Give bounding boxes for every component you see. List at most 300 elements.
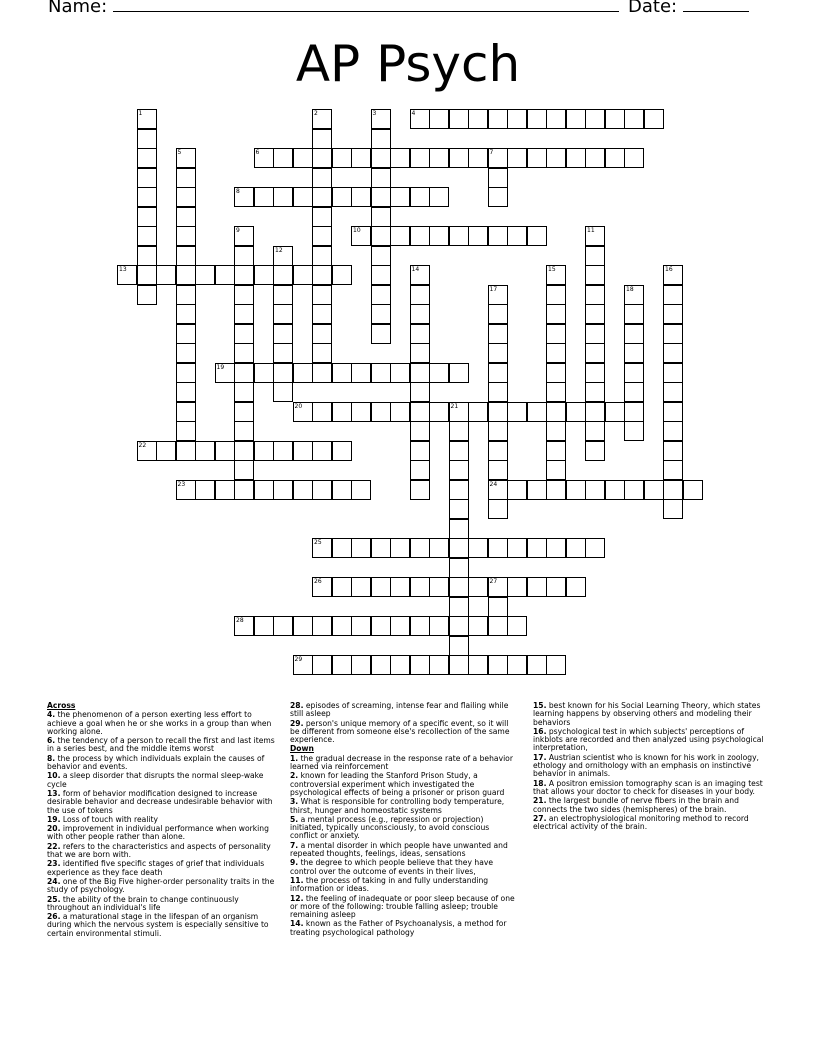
crossword-cell[interactable]: [371, 129, 391, 149]
crossword-cell[interactable]: [429, 363, 449, 383]
crossword-cell[interactable]: [371, 187, 391, 207]
crossword-cell[interactable]: [488, 343, 508, 363]
crossword-cell[interactable]: [176, 207, 196, 227]
crossword-cell[interactable]: [429, 109, 449, 129]
crossword-cell[interactable]: [390, 616, 410, 636]
crossword-cell[interactable]: [234, 480, 254, 500]
crossword-cell[interactable]: [351, 616, 371, 636]
crossword-cell[interactable]: [195, 441, 215, 461]
crossword-cell[interactable]: [527, 226, 547, 246]
down-clue: [533, 780, 769, 797]
crossword-cell[interactable]: [371, 285, 391, 305]
crossword-cell[interactable]: [507, 226, 527, 246]
crossword-cell[interactable]: [390, 226, 410, 246]
crossword-cell[interactable]: [566, 577, 586, 597]
crossword-cell[interactable]: [624, 382, 644, 402]
crossword-cell[interactable]: [585, 304, 605, 324]
crossword-cell[interactable]: [137, 129, 157, 149]
crossword-cell[interactable]: [195, 480, 215, 500]
crossword-cell[interactable]: [390, 363, 410, 383]
crossword-cell[interactable]: [176, 285, 196, 305]
crossword-cell[interactable]: [410, 460, 430, 480]
crossword-cell[interactable]: [546, 460, 566, 480]
crossword-cell[interactable]: [234, 304, 254, 324]
crossword-cell[interactable]: [312, 129, 332, 149]
crossword-cell[interactable]: [176, 265, 196, 285]
crossword-cell[interactable]: [410, 616, 430, 636]
crossword-cell[interactable]: [332, 148, 352, 168]
crossword-cell[interactable]: [176, 421, 196, 441]
crossword-cell[interactable]: [332, 480, 352, 500]
crossword-cell[interactable]: [312, 480, 332, 500]
crossword-cell[interactable]: [449, 421, 469, 441]
crossword-cell[interactable]: [449, 616, 469, 636]
crossword-cell[interactable]: [410, 285, 430, 305]
crossword-cell[interactable]: [585, 109, 605, 129]
crossword-cell[interactable]: [351, 577, 371, 597]
crossword-cell[interactable]: [468, 109, 488, 129]
crossword-cell[interactable]: [312, 616, 332, 636]
crossword-cell[interactable]: [312, 226, 332, 246]
clue-num-label: 6.: [47, 736, 56, 746]
crossword-cell[interactable]: [390, 402, 410, 422]
crossword-cell[interactable]: [371, 324, 391, 344]
crossword-cell[interactable]: [371, 207, 391, 227]
crossword-cell[interactable]: [273, 441, 293, 461]
crossword-cell[interactable]: [429, 655, 449, 675]
crossword-cell[interactable]: [488, 324, 508, 344]
crossword-cell[interactable]: [585, 382, 605, 402]
crossword-cell[interactable]: [234, 441, 254, 461]
crossword-cell[interactable]: [663, 304, 683, 324]
crossword-cell[interactable]: [215, 441, 235, 461]
crossword-cell[interactable]: [273, 382, 293, 402]
crossword-cell[interactable]: [663, 421, 683, 441]
crossword-cell[interactable]: [546, 343, 566, 363]
crossword-cell[interactable]: [156, 265, 176, 285]
crossword-cell[interactable]: [624, 324, 644, 344]
crossword-cell[interactable]: [488, 655, 508, 675]
crossword-cell[interactable]: [390, 538, 410, 558]
crossword-cell[interactable]: [624, 148, 644, 168]
crossword-cell[interactable]: [429, 577, 449, 597]
crossword-cell[interactable]: [137, 226, 157, 246]
crossword-cell[interactable]: [468, 148, 488, 168]
crossword-cell[interactable]: [546, 324, 566, 344]
crossword-cell[interactable]: [488, 187, 508, 207]
crossword-cell[interactable]: [507, 402, 527, 422]
crossword-cell[interactable]: [234, 343, 254, 363]
crossword-cell[interactable]: [332, 616, 352, 636]
crossword-cell[interactable]: [429, 616, 449, 636]
crossword-cell[interactable]: [663, 285, 683, 305]
crossword-cell[interactable]: [176, 343, 196, 363]
crossword-cell[interactable]: [176, 226, 196, 246]
crossword-cell[interactable]: [507, 577, 527, 597]
crossword-cell[interactable]: [546, 148, 566, 168]
crossword-cell[interactable]: [644, 480, 664, 500]
crossword-cell[interactable]: [644, 109, 664, 129]
crossword-cell[interactable]: [410, 343, 430, 363]
crossword-cell[interactable]: [585, 343, 605, 363]
crossword-cell[interactable]: [410, 363, 430, 383]
crossword-cell[interactable]: [293, 187, 313, 207]
crossword-cell[interactable]: [234, 363, 254, 383]
crossword-cell[interactable]: [371, 265, 391, 285]
crossword-cell[interactable]: [390, 148, 410, 168]
crossword-cell[interactable]: [332, 441, 352, 461]
crossword-cell[interactable]: [507, 109, 527, 129]
crossword-cell[interactable]: [624, 363, 644, 383]
crossword-cell[interactable]: [449, 636, 469, 656]
crossword-cell[interactable]: [488, 460, 508, 480]
crossword-cell[interactable]: [624, 343, 644, 363]
crossword-cell[interactable]: [663, 382, 683, 402]
crossword-cell[interactable]: [585, 285, 605, 305]
crossword-cell[interactable]: [273, 343, 293, 363]
crossword-cell[interactable]: [410, 324, 430, 344]
crossword-cell[interactable]: [663, 460, 683, 480]
crossword-cell[interactable]: [410, 480, 430, 500]
crossword-cell[interactable]: [176, 402, 196, 422]
crossword-cell[interactable]: [429, 402, 449, 422]
crossword-cell[interactable]: [332, 655, 352, 675]
crossword-cell[interactable]: [468, 616, 488, 636]
crossword-cell[interactable]: [624, 480, 644, 500]
crossword-cell[interactable]: [585, 538, 605, 558]
crossword-cell[interactable]: [254, 616, 274, 636]
crossword-cell[interactable]: [176, 246, 196, 266]
crossword-cell[interactable]: [351, 148, 371, 168]
crossword-cell[interactable]: [273, 324, 293, 344]
crossword-cell[interactable]: [546, 109, 566, 129]
crossword-cell[interactable]: [663, 402, 683, 422]
crossword-cell[interactable]: [351, 187, 371, 207]
clue-text: a sleep disorder that disrupts the normal sleep-wake cycle: [47, 771, 264, 789]
crossword-cell[interactable]: [527, 655, 547, 675]
crossword-cell[interactable]: [527, 480, 547, 500]
crossword-cell[interactable]: [351, 402, 371, 422]
crossword-cell[interactable]: [371, 655, 391, 675]
crossword-cell[interactable]: [312, 168, 332, 188]
crossword-cell[interactable]: [449, 538, 469, 558]
crossword-cell[interactable]: [468, 402, 488, 422]
crossword-cell[interactable]: [507, 616, 527, 636]
crossword-cell[interactable]: [546, 285, 566, 305]
crossword-cell[interactable]: [624, 402, 644, 422]
crossword-cell[interactable]: [507, 148, 527, 168]
crossword-cell[interactable]: [312, 148, 332, 168]
crossword-cell[interactable]: [546, 441, 566, 461]
crossword-cell[interactable]: [371, 577, 391, 597]
crossword-cell[interactable]: [663, 499, 683, 519]
crossword-cell[interactable]: [332, 187, 352, 207]
crossword-cell[interactable]: [468, 655, 488, 675]
crossword-cell[interactable]: [234, 285, 254, 305]
crossword-cell[interactable]: [546, 577, 566, 597]
crossword-cell[interactable]: [312, 363, 332, 383]
crossword-cell[interactable]: [566, 480, 586, 500]
crossword-cell[interactable]: [273, 148, 293, 168]
crossword-cell[interactable]: [683, 480, 703, 500]
crossword-cell[interactable]: [312, 304, 332, 324]
crossword-cell[interactable]: [585, 402, 605, 422]
across-clue: [47, 772, 275, 789]
crossword-cell[interactable]: [624, 421, 644, 441]
crossword-cell[interactable]: [585, 441, 605, 461]
crossword-cell[interactable]: [137, 246, 157, 266]
crossword-cell[interactable]: [410, 538, 430, 558]
crossword-cell[interactable]: [176, 304, 196, 324]
crossword-cell[interactable]: [410, 655, 430, 675]
crossword-cell[interactable]: [410, 577, 430, 597]
crossword-cell[interactable]: [351, 538, 371, 558]
crossword-cell[interactable]: [429, 226, 449, 246]
crossword-cell[interactable]: [507, 655, 527, 675]
crossword-cell[interactable]: [449, 109, 469, 129]
crossword-cell[interactable]: [488, 109, 508, 129]
crossword-cell[interactable]: [332, 538, 352, 558]
crossword-cell[interactable]: [546, 304, 566, 324]
crossword-cell[interactable]: [410, 402, 430, 422]
crossword-cell[interactable]: [507, 538, 527, 558]
crossword-cell[interactable]: [410, 304, 430, 324]
crossword-cell[interactable]: [449, 499, 469, 519]
crossword-cell[interactable]: [312, 655, 332, 675]
crossword-cell[interactable]: [371, 148, 391, 168]
crossword-cell[interactable]: [585, 480, 605, 500]
crossword-cell[interactable]: [176, 382, 196, 402]
crossword-cell[interactable]: [312, 265, 332, 285]
crossword-cell[interactable]: [449, 441, 469, 461]
crossword-cell[interactable]: [410, 226, 430, 246]
crossword-cell[interactable]: [488, 421, 508, 441]
clue-number: 8: [236, 188, 240, 195]
crossword-cell[interactable]: [488, 616, 508, 636]
crossword-cell[interactable]: [137, 168, 157, 188]
crossword-cell[interactable]: [449, 577, 469, 597]
crossword-cell[interactable]: [293, 480, 313, 500]
crossword-cell[interactable]: [176, 168, 196, 188]
crossword-cell[interactable]: [488, 441, 508, 461]
crossword-cell[interactable]: [546, 655, 566, 675]
crossword-cell[interactable]: [312, 324, 332, 344]
crossword-cell[interactable]: [449, 519, 469, 539]
crossword-cell[interactable]: [449, 226, 469, 246]
crossword-cell[interactable]: [546, 480, 566, 500]
crossword-cell[interactable]: [351, 655, 371, 675]
crossword-cell[interactable]: [410, 382, 430, 402]
crossword-cell[interactable]: [254, 187, 274, 207]
crossword-cell[interactable]: [390, 655, 410, 675]
crossword-cell[interactable]: [273, 265, 293, 285]
clue-num-label: 21.: [533, 796, 547, 806]
crossword-cell[interactable]: [410, 148, 430, 168]
crossword-cell[interactable]: [488, 402, 508, 422]
crossword-cell[interactable]: [273, 480, 293, 500]
crossword-cell[interactable]: [371, 538, 391, 558]
across-clue: [47, 843, 275, 860]
crossword-cell[interactable]: [351, 363, 371, 383]
crossword-cell[interactable]: [566, 148, 586, 168]
crossword-cell[interactable]: [488, 382, 508, 402]
crossword-cell[interactable]: [312, 246, 332, 266]
crossword-cell[interactable]: [371, 226, 391, 246]
crossword-cell[interactable]: [312, 187, 332, 207]
crossword-cell[interactable]: [234, 246, 254, 266]
crossword-cell[interactable]: [234, 382, 254, 402]
crossword-cell[interactable]: [410, 441, 430, 461]
crossword-cell[interactable]: [566, 109, 586, 129]
crossword-cell[interactable]: [624, 109, 644, 129]
crossword-cell[interactable]: [137, 207, 157, 227]
crossword-cell[interactable]: [293, 616, 313, 636]
crossword-cell[interactable]: [546, 382, 566, 402]
crossword-cell[interactable]: [449, 460, 469, 480]
crossword-cell[interactable]: [156, 441, 176, 461]
crossword-cell[interactable]: [449, 597, 469, 617]
crossword-cell[interactable]: [605, 109, 625, 129]
crossword-cell[interactable]: [234, 265, 254, 285]
crossword-cell[interactable]: [527, 577, 547, 597]
crossword-cell[interactable]: [176, 441, 196, 461]
crossword-cell[interactable]: [449, 148, 469, 168]
crossword-cell[interactable]: [449, 655, 469, 675]
crossword-cell[interactable]: [566, 538, 586, 558]
crossword-cell[interactable]: [332, 265, 352, 285]
crossword-cell[interactable]: [507, 480, 527, 500]
crossword-cell[interactable]: [312, 207, 332, 227]
down-clue: [290, 877, 518, 894]
crossword-cell[interactable]: [605, 402, 625, 422]
crossword-cell[interactable]: [585, 148, 605, 168]
clue-number: 28: [236, 617, 244, 624]
crossword-cell[interactable]: [273, 285, 293, 305]
crossword-cell[interactable]: [390, 577, 410, 597]
crossword-cell[interactable]: [176, 187, 196, 207]
crossword-cell[interactable]: [566, 402, 586, 422]
crossword-cell[interactable]: [137, 285, 157, 305]
crossword-cell[interactable]: [195, 265, 215, 285]
crossword-cell[interactable]: [605, 480, 625, 500]
crossword-cell[interactable]: [273, 363, 293, 383]
crossword-cell[interactable]: [663, 441, 683, 461]
crossword-cell[interactable]: [273, 304, 293, 324]
crossword-cell[interactable]: [488, 168, 508, 188]
crossword-cell[interactable]: [371, 246, 391, 266]
crossword-cell[interactable]: [234, 460, 254, 480]
crossword-cell[interactable]: [429, 187, 449, 207]
crossword-cell[interactable]: [410, 187, 430, 207]
crossword-cell[interactable]: [371, 304, 391, 324]
crossword-cell[interactable]: [254, 265, 274, 285]
crossword-cell[interactable]: [351, 480, 371, 500]
crossword-cell[interactable]: [371, 616, 391, 636]
crossword-cell[interactable]: [215, 265, 235, 285]
crossword-cell[interactable]: [312, 441, 332, 461]
crossword-cell[interactable]: [332, 577, 352, 597]
crossword-cell[interactable]: [234, 324, 254, 344]
crossword-cell[interactable]: [312, 285, 332, 305]
crossword-cell[interactable]: [273, 616, 293, 636]
crossword-cell[interactable]: [332, 402, 352, 422]
crossword-cell[interactable]: [332, 363, 352, 383]
crossword-cell[interactable]: [390, 187, 410, 207]
crossword-cell[interactable]: [605, 148, 625, 168]
crossword-cell[interactable]: [585, 324, 605, 344]
crossword-cell[interactable]: [137, 187, 157, 207]
crossword-cell[interactable]: [429, 538, 449, 558]
crossword-cell[interactable]: [254, 480, 274, 500]
crossword-cell[interactable]: [546, 402, 566, 422]
crossword-cell[interactable]: [449, 558, 469, 578]
crossword-cell[interactable]: [663, 363, 683, 383]
crossword-cell[interactable]: [546, 538, 566, 558]
crossword-cell[interactable]: [527, 109, 547, 129]
crossword-cell[interactable]: [293, 148, 313, 168]
crossword-cell[interactable]: [488, 499, 508, 519]
clue-num-label: 29.: [290, 718, 304, 728]
crossword-cell[interactable]: [488, 304, 508, 324]
crossword-cell[interactable]: [468, 577, 488, 597]
crossword-cell[interactable]: [176, 363, 196, 383]
crossword-cell[interactable]: [546, 421, 566, 441]
crossword-cell[interactable]: [254, 363, 274, 383]
crossword-cell[interactable]: [273, 187, 293, 207]
crossword-cell[interactable]: [663, 343, 683, 363]
crossword-cell[interactable]: [663, 324, 683, 344]
crossword-cell[interactable]: [293, 265, 313, 285]
crossword-cell[interactable]: [488, 226, 508, 246]
crossword-cell[interactable]: [468, 226, 488, 246]
crossword-cell[interactable]: [371, 168, 391, 188]
crossword-cell[interactable]: [488, 538, 508, 558]
crossword-cell[interactable]: [585, 246, 605, 266]
crossword-cell[interactable]: [449, 363, 469, 383]
crossword-cell[interactable]: [410, 421, 430, 441]
crossword-cell[interactable]: [488, 597, 508, 617]
crossword-cell[interactable]: [137, 148, 157, 168]
crossword-cell[interactable]: [527, 402, 547, 422]
crossword-cell[interactable]: [215, 480, 235, 500]
crossword-cell[interactable]: [468, 538, 488, 558]
crossword-cell[interactable]: [254, 441, 274, 461]
crossword-cell[interactable]: [585, 363, 605, 383]
crossword-cell[interactable]: [527, 538, 547, 558]
crossword-cell[interactable]: [293, 363, 313, 383]
crossword-cell[interactable]: [546, 363, 566, 383]
crossword-cell[interactable]: [312, 343, 332, 363]
crossword-cell[interactable]: [585, 265, 605, 285]
crossword-cell[interactable]: [663, 480, 683, 500]
crossword-cell[interactable]: [527, 148, 547, 168]
clue-text: improvement in individual performance when working with other people rather than alone.: [47, 824, 269, 842]
crossword-cell[interactable]: [429, 148, 449, 168]
crossword-cell[interactable]: [371, 402, 391, 422]
down-clue: [290, 798, 518, 815]
crossword-cell[interactable]: [137, 265, 157, 285]
crossword-cell[interactable]: [234, 421, 254, 441]
crossword-cell[interactable]: [624, 304, 644, 324]
crossword-cell[interactable]: [293, 441, 313, 461]
crossword-cell[interactable]: [488, 363, 508, 383]
crossword-cell[interactable]: [449, 480, 469, 500]
crossword-cell[interactable]: [371, 363, 391, 383]
crossword-cell[interactable]: [176, 324, 196, 344]
crossword-cell[interactable]: [312, 402, 332, 422]
crossword-cell[interactable]: [585, 421, 605, 441]
crossword-cell[interactable]: [234, 402, 254, 422]
